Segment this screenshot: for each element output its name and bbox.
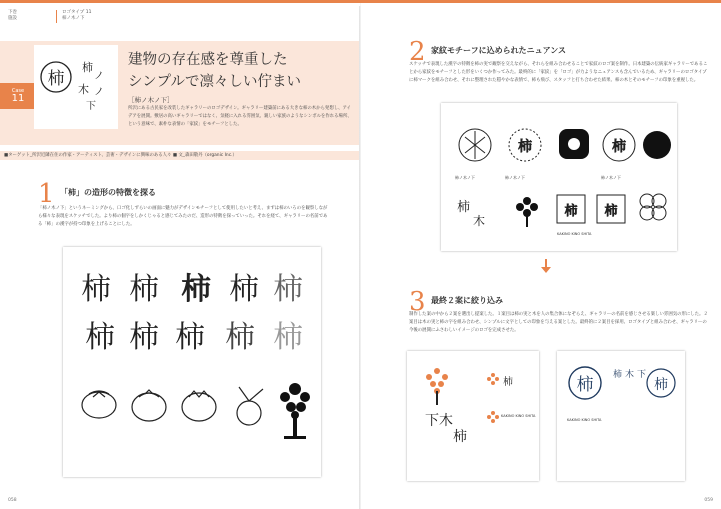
sketch-char: 柿 [85, 320, 115, 355]
proposal-char: 下 [637, 370, 647, 380]
proposal-a-panel [407, 351, 539, 481]
case-title [128, 49, 353, 93]
folio-left: 058 [8, 498, 17, 503]
section-3-number: 3 [409, 287, 426, 317]
running-head-chapter [62, 10, 102, 22]
right-page [361, 3, 721, 509]
arrow-down-icon [541, 259, 551, 273]
emblem-label: 柿ノ木ノ下 [455, 175, 475, 180]
proposal-char: 下 [425, 413, 439, 429]
sketch-char: 柿 [273, 272, 303, 307]
case-title-line: 建物の存在感を尊重した [128, 52, 288, 68]
logo-char: 柿 [47, 69, 65, 89]
case-number-tab [0, 83, 36, 109]
running-head-section [8, 10, 48, 22]
emblem-char: 柿 [612, 139, 626, 155]
section-1-body: 「柿ノ木ノ下」というネーミングから、口ゴ化しずらいの画面に魅力がデザインモチーフとして使用したいと考え、まずは柿のいろのを観察しながら様々な表現をスケッチでした。より柿の個字をしかくじゃると感じてみたのだ、造形の特徴を探っていった。それを経て、ギャラリーの名前である「柿」の漢字が持つ印象を上げることにした。 [38, 206, 328, 227]
section-1-title: 「柿」の造形の特徴を探る [60, 188, 156, 197]
proposal-char: 木 [439, 413, 453, 429]
proposal-char: 柿 [453, 429, 467, 445]
section-2-body: スケッチで表現した漢字の特徴を柿の実で観察を交えながら、それらを組み合わせることで家紋のロゴ案を制作。日本建築の伝統家ギャラリーであることから家紋をモチーフとした形をいくつか作ってみた。最終的に「家紋」を「ロゴ」が力ようなニュアンスも含んでいるため、ギャラリーのロゴタイプに柿マークを組み合わせ、それに整理された穏やかな表情で、柿も飛び、スタッフと打ち合わせた結果、柿の木とそのモチーフの印象を重視した。 [409, 62, 708, 83]
proposal-char: 柿 [503, 377, 513, 388]
sketch-char: 柿 [129, 320, 159, 355]
sketch-char: 柿 [225, 320, 255, 355]
logo-char: 木 [78, 83, 89, 96]
section-2-number: 2 [409, 37, 426, 67]
proposal-label: KAKINO KINO SHITA [567, 418, 602, 422]
logo-char: ノ [94, 71, 104, 82]
section-3-title: 最終２案に絞り込み [431, 296, 503, 305]
final-logo-image [34, 45, 118, 129]
section-2-title: 家紋モチーフに込められたニュアンス [431, 46, 567, 55]
proposal-label: KAKINO KINO SHITA [501, 414, 536, 418]
tree-icon [280, 383, 310, 439]
case-description: 所沢にある古民家を改装したギャラリーのロゴデザイン。ギャラリー建築前にある大きな柿の木から発想し、アイデアを展開。敷居の高いギャラリーではなく、気軽に入れる雰囲気、親しい家族のようなシンボルを作れる場所、という意味で、素朴な表情の「家紋」をモチーフとした。 [128, 106, 352, 127]
emblem-char: 柿 [564, 204, 578, 219]
client-name: ［柿ノ木ノ下］ [128, 96, 174, 104]
proposal-a-illustration [407, 351, 539, 481]
kaki-logo-icon [34, 45, 118, 129]
sketch-char: 柿 [273, 320, 303, 355]
case-title-line: シンプルで凛々しい佇まい [128, 74, 302, 90]
emblem-options-panel [441, 103, 677, 251]
running-head-text: 施設 [8, 16, 17, 21]
proposal-char: 木 [625, 370, 635, 380]
emblem-label: 柿ノ木ノ下 [601, 175, 621, 180]
logo-char: 柿 [82, 61, 93, 74]
emblem-options-illustration [441, 103, 677, 251]
running-head-text: 柿ノ木ノ下 [62, 16, 85, 21]
sketch-panel [63, 247, 321, 477]
case-tab-number: 11 [11, 93, 25, 104]
section-3-body: 制作した案の中から２案を選出し提案した。１案目は柿の実と木を人の集合体になぞらえ、ギャラリーの名前を感じさせる楽しい雰囲気の形にした。２案目は木の実と柿の字を組み合わせ、シンプルに文字としての印象を与える案とした。最終的に２案目を採用、ロゴタイプと組み合わせ、ギャラリーの今後の展開にふさわしいイメージのロゴを完成させた。 [409, 312, 708, 333]
persimmon-sketches [82, 387, 263, 425]
emblem-label: 柿ノ木ノ下 [505, 175, 525, 180]
running-head-text: ロゴタイプ 11 [62, 10, 92, 15]
proposal-char: 柿 [613, 370, 623, 380]
running-head-divider [56, 10, 57, 23]
proposal-char: 柿 [654, 377, 668, 393]
proposal-b-panel [557, 351, 685, 481]
folio-right: 059 [704, 498, 713, 503]
emblem-char: 柿 [518, 139, 532, 155]
section-1-number: 1 [38, 179, 55, 209]
orange-tree-icon [426, 368, 448, 394]
emblem-char: 柿 [604, 204, 618, 219]
sketch-char: 柿 [229, 272, 259, 307]
logo-char: 下 [86, 101, 96, 112]
emblem-char: 木 [473, 214, 486, 228]
proposal-char: 柿 [576, 375, 594, 395]
emblem-label: KAKINO KINO SHITA [557, 232, 592, 236]
sketch-char: 柿 [129, 272, 159, 307]
logo-char: ノ [94, 87, 104, 98]
running-head-text: 下巻 [8, 10, 17, 15]
sketch-char: 柿 [81, 272, 111, 307]
case-info-bar: ■ターゲット_所沢近隣在住の作家・アーティスト、芸術・デザインに興味のある人々 ■ 文_森田敬丹（organic Inc.） [0, 151, 360, 160]
case-tab-label: Case [11, 88, 25, 94]
sketch-char: 柿 [181, 272, 211, 307]
left-page [0, 3, 360, 509]
sketch-char: 柿 [175, 320, 205, 355]
emblem-char: 柿 [457, 200, 471, 215]
tree-icon [516, 197, 538, 227]
sketch-illustration [63, 247, 321, 477]
proposal-b-illustration [557, 351, 685, 481]
book-spread [0, 3, 721, 509]
